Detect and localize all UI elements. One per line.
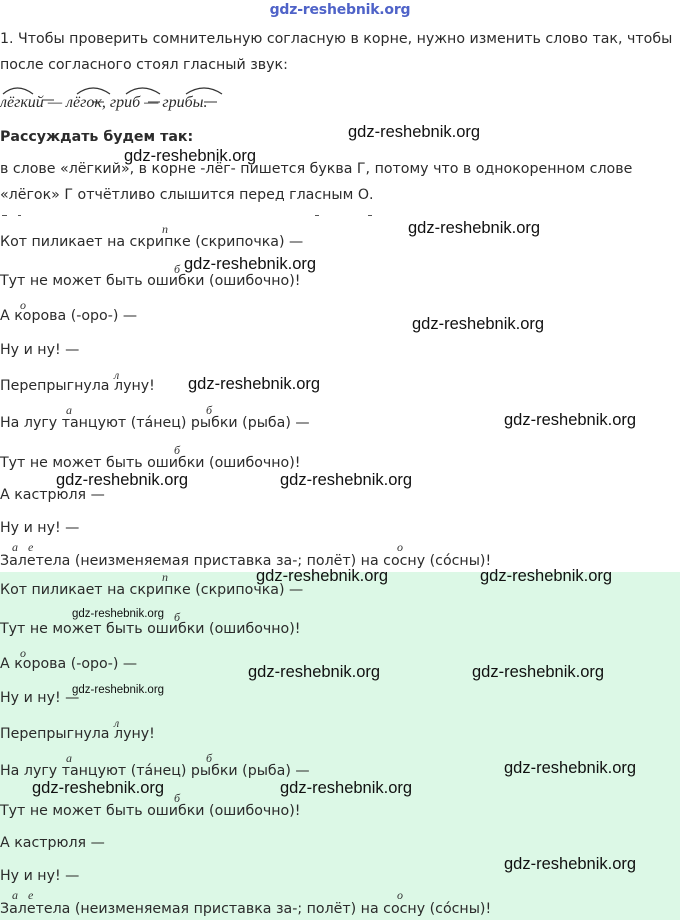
mark-p: п bbox=[162, 570, 168, 584]
poem-line: Перепрыгнула луну! bbox=[0, 726, 155, 742]
poem-line: Ну и ну! — bbox=[0, 342, 80, 358]
poem-line: Перепрыгнула луну! bbox=[0, 378, 155, 394]
examples-line bbox=[0, 94, 208, 112]
watermark: gdz-reshebnik.org bbox=[32, 779, 165, 797]
reasoning-line-1: в слове «лёгкий», в корне -лёг- пишется буква Г, потому что в однокоренном слове bbox=[0, 161, 633, 177]
example-word-3: гриб bbox=[105, 94, 141, 111]
poem-line: Тут не может быть ошибки (ошибочно)! bbox=[0, 273, 301, 289]
mark-l: л bbox=[114, 716, 120, 730]
poem-line: А корова (-оро-) — bbox=[0, 656, 138, 672]
watermark: gdz-reshebnik.org bbox=[408, 219, 541, 237]
mark-o: о bbox=[20, 298, 26, 312]
example-dash: — bbox=[43, 94, 67, 111]
rule-line-2: после согласного стоял гласный звук: bbox=[0, 57, 288, 73]
mark-a: а bbox=[12, 540, 18, 554]
reasoning-line-2: «лёгок» Г отчётливо слышится перед гласным О. bbox=[0, 187, 374, 203]
mark-a: а bbox=[12, 888, 18, 902]
watermark: gdz-reshebnik.org bbox=[256, 567, 389, 585]
watermark: gdz-reshebnik.org bbox=[348, 123, 481, 141]
watermark: gdz-reshebnik.org bbox=[188, 375, 321, 393]
poem-line: Кот пиликает на скрипке (скрипочка) — bbox=[0, 234, 304, 250]
watermark: gdz-reshebnik.org bbox=[504, 759, 637, 777]
watermark: gdz-reshebnik.org bbox=[72, 608, 165, 620]
poem-line: А кастрюля — bbox=[0, 835, 105, 851]
mark-b: б bbox=[174, 791, 181, 805]
mark-a: а bbox=[66, 403, 72, 417]
mark-o: о bbox=[397, 540, 403, 554]
mark-b: б bbox=[206, 403, 213, 417]
poem-line: Залетела (неизменяемая приставка за-; полёт) на сосну (со́сны)! bbox=[0, 901, 492, 917]
mark-l: л bbox=[114, 368, 120, 382]
example-dash: — bbox=[140, 94, 163, 111]
poem-line: А кастрюля — bbox=[0, 487, 105, 503]
mark-b: б bbox=[174, 262, 181, 276]
mark-e: е bbox=[28, 888, 34, 902]
watermark: gdz-reshebnik.org bbox=[412, 315, 545, 333]
mark-o: о bbox=[397, 888, 403, 902]
watermark: gdz-reshebnik.org bbox=[504, 855, 637, 873]
poem-line: Ну и ну! — bbox=[0, 520, 80, 536]
watermark: gdz-reshebnik.org bbox=[72, 684, 165, 696]
watermark: gdz-reshebnik.org bbox=[472, 663, 605, 681]
poem-line: Ну и ну! — bbox=[0, 690, 80, 706]
poem-line: На лугу танцуют (та́нец) рыбки (рыба) — bbox=[0, 763, 310, 779]
mark-b: б bbox=[174, 443, 181, 457]
site-header: gdz-reshebnik.org bbox=[269, 2, 411, 18]
example-word-1: лёгкий bbox=[0, 94, 44, 111]
poem-line: Кот пиликает на скрипке (скрипочка) — bbox=[0, 582, 304, 598]
watermark: gdz-reshebnik.org bbox=[124, 147, 257, 165]
separator-dots bbox=[0, 212, 680, 218]
poem-line: Тут не может быть ошибки (ошибочно)! bbox=[0, 455, 301, 471]
mark-a: а bbox=[66, 751, 72, 765]
watermark: gdz-reshebnik.org bbox=[280, 779, 413, 797]
watermark: gdz-reshebnik.org bbox=[504, 411, 637, 429]
poem-line: Тут не может быть ошибки (ошибочно)! bbox=[0, 803, 301, 819]
rule-line-1: 1. Чтобы проверить сомнительную согласную в корне, нужно изменить слово так, чтобы bbox=[0, 31, 673, 47]
watermark: gdz-reshebnik.org bbox=[280, 471, 413, 489]
poem-line: Тут не может быть ошибки (ошибочно)! bbox=[0, 621, 301, 637]
mark-b: б bbox=[174, 610, 181, 624]
mark-o: о bbox=[20, 646, 26, 660]
example-word-2: лёгок, bbox=[66, 94, 106, 111]
watermark: gdz-reshebnik.org bbox=[184, 255, 317, 273]
watermark: gdz-reshebnik.org bbox=[56, 471, 189, 489]
poem-line: Ну и ну! — bbox=[0, 868, 80, 884]
poem-line: Залетела (неизменяемая приставка за-; полёт) на сосну (со́сны)! bbox=[0, 553, 492, 569]
example-word-4: грибы. bbox=[162, 94, 208, 111]
mark-b: б bbox=[206, 751, 213, 765]
mark-p: п bbox=[162, 222, 168, 236]
poem-line: А корова (-оро-) — bbox=[0, 308, 138, 324]
mark-e: е bbox=[28, 540, 34, 554]
watermark: gdz-reshebnik.org bbox=[480, 567, 613, 585]
watermark: gdz-reshebnik.org bbox=[248, 663, 381, 681]
poem-line: На лугу танцуют (та́нец) рыбки (рыба) — bbox=[0, 415, 310, 431]
reasoning-heading: Рассуждать будем так: bbox=[0, 129, 194, 145]
